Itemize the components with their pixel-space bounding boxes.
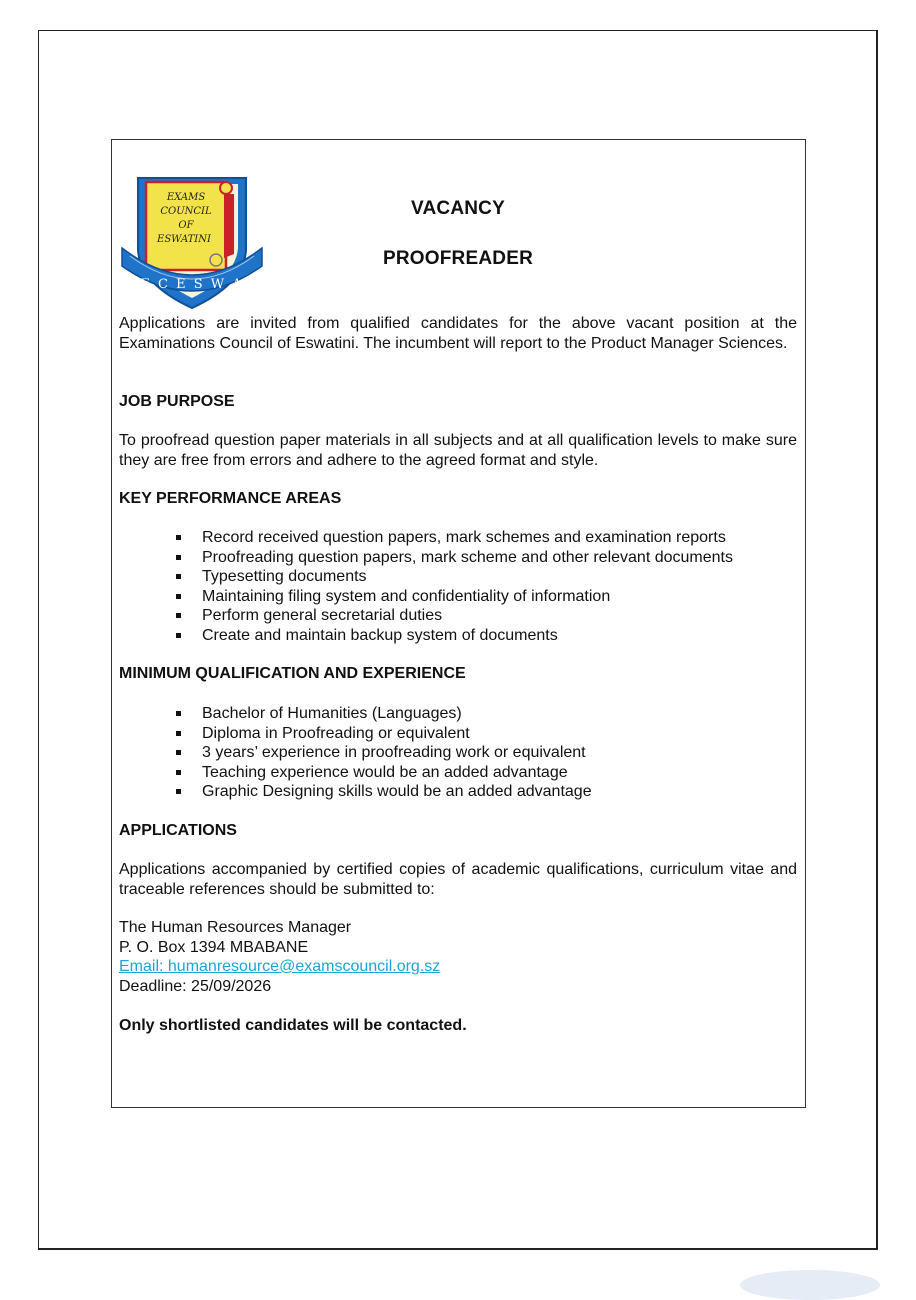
list-item: Typesetting documents — [176, 567, 733, 587]
job-purpose-heading: JOB PURPOSE — [119, 393, 235, 410]
logo-line-4: ESWATINI — [157, 234, 211, 245]
email-link[interactable]: Email: humanresource@examscouncil.org.sz — [119, 958, 441, 975]
list-item: Bachelor of Humanities (Languages) — [176, 704, 592, 724]
list-item: Proofreading question papers, mark scheme and other relevant documents — [176, 548, 733, 568]
list-item: 3 years’ experience in proofreading work or equivalent — [176, 743, 592, 763]
position-title: PROOFREADER — [383, 248, 533, 269]
intro-paragraph: Applications are invited from qualified candidates for the above vacant position at the Examinations Council of Eswatini. The incumbent will report to the Product Manager Sciences. — [119, 315, 797, 352]
list-item: Record received question papers, mark schemes and examination reports — [176, 528, 733, 548]
deadline: Deadline: 25/09/2026 — [119, 978, 272, 995]
list-item: Create and maintain backup system of documents — [176, 626, 733, 646]
ecswa-logo — [116, 172, 268, 312]
po-box: P. O. Box 1394 MBABANE — [119, 939, 309, 956]
logo-ribbon-text: E C E S W A — [140, 277, 244, 292]
logo-line-3: OF — [178, 220, 194, 231]
applications-text: Applications accompanied by certified copies of academic qualifications, curriculum vitae and traceable references should be submitted to: — [119, 861, 797, 898]
kpa-heading: KEY PERFORMANCE AREAS — [119, 490, 342, 507]
vacancy-title: VACANCY — [411, 198, 505, 219]
list-item: Teaching experience would be an added advantage — [176, 763, 592, 783]
list-item: Graphic Designing skills would be an added advantage — [176, 782, 592, 802]
kpa-list — [176, 528, 733, 645]
logo-line-2: COUNCIL — [160, 206, 212, 217]
job-purpose-text: To proofread question paper materials in all subjects and at all qualification levels to make sure they are free from errors and adhere to the agreed format and style. — [119, 432, 797, 469]
corner-shadow — [740, 1270, 880, 1300]
applications-heading: APPLICATIONS — [119, 822, 237, 839]
logo-line-1: EXAMS — [166, 192, 206, 203]
list-item: Diploma in Proofreading or equivalent — [176, 724, 592, 744]
qualifications-heading: MINIMUM QUALIFICATION AND EXPERIENCE — [119, 665, 466, 682]
qualifications-list — [176, 704, 592, 802]
list-item: Perform general secretarial duties — [176, 606, 733, 626]
shortlist-note: Only shortlisted candidates will be contacted. — [119, 1017, 467, 1034]
addressee: The Human Resources Manager — [119, 919, 352, 936]
list-item: Maintaining filing system and confidentiality of information — [176, 587, 733, 607]
